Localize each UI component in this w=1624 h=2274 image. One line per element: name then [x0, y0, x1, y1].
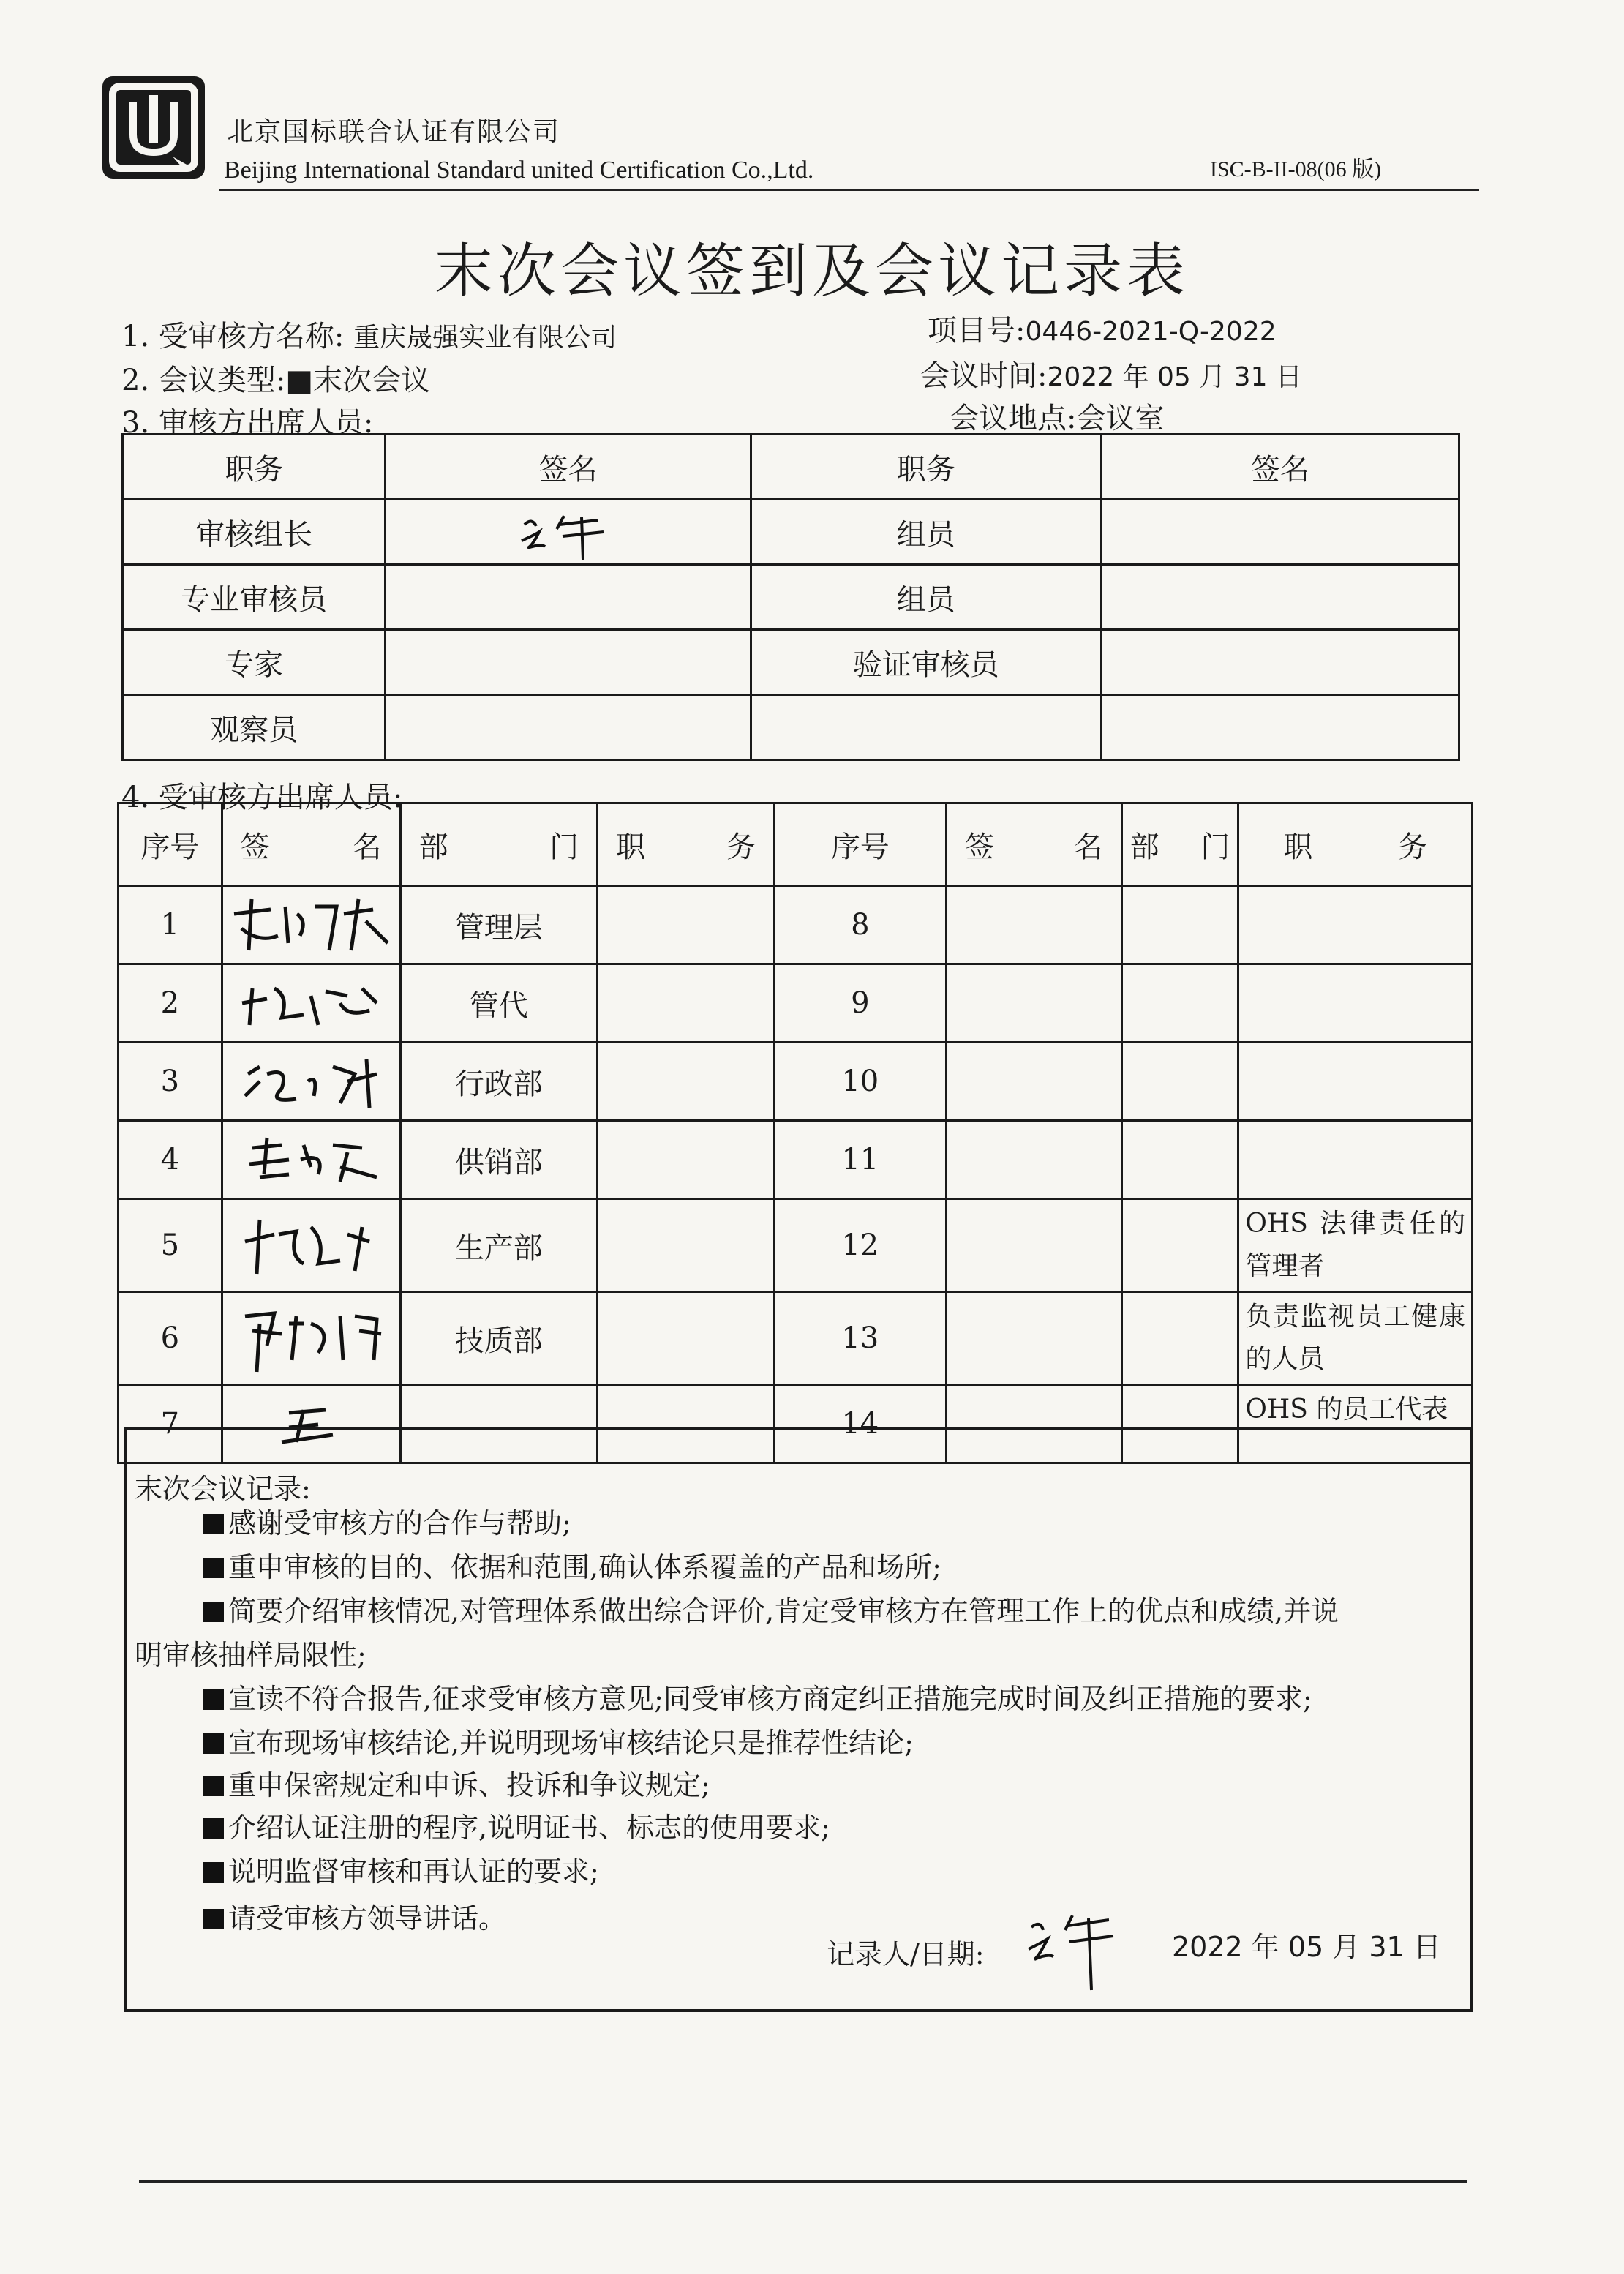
row-number: 4	[119, 1121, 222, 1199]
dept-cell: 技质部	[400, 1292, 597, 1385]
row-number-2: 14	[774, 1385, 946, 1463]
role-cell: 专家	[123, 630, 386, 695]
footer-divider	[139, 2180, 1467, 2183]
table-row	[123, 695, 1459, 760]
role-cell	[751, 695, 1101, 760]
duty-cell	[1238, 1043, 1473, 1121]
signature-cell	[386, 565, 751, 630]
signature-cell	[946, 1121, 1121, 1199]
role-cell: 专业审核员	[123, 565, 386, 630]
record-item: 重申审核的目的、依据和范围,确认体系覆盖的产品和场所;	[203, 1545, 1462, 1589]
dept-cell: 管代	[400, 964, 597, 1043]
record-item: 说明监督审核和再认证的要求;	[203, 1850, 1462, 1894]
row-number-2: 9	[774, 964, 946, 1043]
signature-cell	[222, 1199, 400, 1292]
meeting-time-line	[920, 353, 1302, 394]
record-date: 2022 年 05 月 31 日	[1172, 1931, 1441, 1963]
role-cell: 观察员	[123, 695, 386, 760]
handwritten-signature	[238, 1130, 384, 1189]
table-row	[119, 964, 1473, 1043]
signature-cell	[386, 630, 751, 695]
bullet-square-icon	[203, 1776, 224, 1796]
bullet-square-icon	[203, 1733, 224, 1754]
company-logo	[102, 76, 205, 179]
dept-cell: 生产部	[400, 1199, 597, 1292]
row-number-2: 12	[774, 1199, 946, 1292]
duty-cell	[598, 1043, 775, 1121]
record-item-continuation: 明审核抽样局限性;	[135, 1639, 366, 1671]
duty-cell	[598, 1199, 775, 1292]
form-code: ISC-B-II-08(06 版)	[1210, 157, 1382, 181]
meeting-record-title: 末次会议记录:	[135, 1473, 311, 1505]
table-row	[123, 630, 1459, 695]
duty-cell: OHS 的员工代表	[1238, 1385, 1473, 1463]
bullet-square-icon	[203, 1558, 224, 1578]
bullet-square-icon	[203, 1602, 224, 1622]
table-header-row	[123, 435, 1459, 500]
meeting-type-label: 2. 会议类型:	[121, 364, 286, 397]
column-header-no: 序号	[119, 803, 222, 886]
dept-cell: 管理层	[400, 886, 597, 964]
record-item: 宣读不符合报告,征求受审核方意见;同受审核方商定纠正措施完成时间及纠正措施的要求;	[203, 1677, 1462, 1721]
meeting-time-label: 会议时间:	[920, 359, 1048, 393]
signature-cell	[386, 695, 751, 760]
meeting-type-line	[121, 357, 430, 399]
row-number: 6	[119, 1292, 222, 1385]
row-number: 5	[119, 1199, 222, 1292]
signature-cell	[946, 964, 1121, 1043]
handwritten-signature	[238, 974, 384, 1032]
role-cell: 组员	[751, 500, 1101, 565]
column-header: 职务	[123, 435, 386, 500]
bullet-square-icon	[203, 1862, 224, 1883]
meeting-time-value: 2022 年 05 月 31 日	[1047, 362, 1302, 392]
handwritten-signature	[238, 1052, 384, 1111]
dept-cell	[1121, 1043, 1238, 1121]
record-item: 简要介绍审核情况,对管理体系做出综合评价,肯定受审核方在管理工作上的优点和成绩,并说	[203, 1589, 1462, 1633]
handwritten-signature	[510, 503, 627, 561]
recorder-signature	[1021, 1898, 1131, 1993]
dept-cell: 行政部	[400, 1043, 597, 1121]
project-number-line	[928, 307, 1277, 349]
row-number: 7	[119, 1385, 222, 1463]
role-cell: 组员	[751, 565, 1101, 630]
auditee-name-line	[121, 313, 617, 355]
duty-cell	[598, 1292, 775, 1385]
column-header: 签名	[1101, 435, 1459, 500]
signature-cell	[946, 1292, 1121, 1385]
table-row	[119, 1121, 1473, 1199]
meeting-place-label: 会议地点:	[950, 402, 1077, 435]
signature-cell	[222, 964, 400, 1043]
column-header-sign: 签 名	[222, 803, 400, 886]
dept-cell: 供销部	[400, 1121, 597, 1199]
auditee-attendance-table	[117, 802, 1473, 1464]
auditor-attendance-table	[121, 433, 1460, 761]
signature-cell	[1101, 630, 1459, 695]
row-number-2: 13	[774, 1292, 946, 1385]
page-title: 末次会议签到及会议记录表	[435, 237, 1189, 305]
duty-cell	[598, 964, 775, 1043]
record-item: 请受审核方领导讲话。	[203, 1896, 1462, 1940]
column-header-dept: 部 门	[400, 803, 597, 886]
table-row	[123, 500, 1459, 565]
meeting-place-line	[950, 395, 1164, 437]
signature-cell	[1101, 695, 1459, 760]
company-name-cn: 北京国标联合认证有限公司	[227, 117, 561, 147]
handwritten-signature	[230, 1302, 391, 1375]
signature-cell	[222, 886, 400, 964]
project-number-label: 项目号:	[928, 314, 1026, 348]
header-divider	[219, 189, 1479, 191]
column-header: 职务	[751, 435, 1101, 500]
duty-cell: OHS 法律责任的管理者	[1238, 1199, 1473, 1292]
column-header-duty: 职 务	[598, 803, 775, 886]
handwritten-signature	[238, 1212, 384, 1278]
row-number: 1	[119, 886, 222, 964]
column-header-dept-2: 部 门	[1121, 803, 1238, 886]
company-name-en: Beijing International Standard united Certification Co.,Ltd.	[224, 157, 814, 184]
record-item: 重申保密规定和申诉、投诉和争议规定;	[203, 1763, 1462, 1807]
signature-cell	[1101, 500, 1459, 565]
duty-cell	[1238, 1121, 1473, 1199]
table-row	[119, 886, 1473, 964]
dept-cell	[1121, 1199, 1238, 1292]
role-cell: 审核组长	[123, 500, 386, 565]
signature-cell	[946, 1043, 1121, 1121]
signature-cell	[946, 886, 1121, 964]
bullet-square-icon	[203, 1818, 224, 1839]
duty-cell	[1238, 964, 1473, 1043]
signature-cell	[222, 1043, 400, 1121]
project-number-value: 0446-2021-Q-2022	[1025, 317, 1277, 347]
signature-cell	[1101, 565, 1459, 630]
table-row	[119, 1292, 1473, 1385]
table-row	[119, 1043, 1473, 1121]
row-number-2: 8	[774, 886, 946, 964]
recorder-label: 记录人/日期:	[827, 1938, 985, 1970]
row-number: 3	[119, 1043, 222, 1121]
duty-cell	[598, 1121, 775, 1199]
dept-cell	[1121, 1292, 1238, 1385]
bullet-square-icon	[203, 1689, 224, 1710]
row-number: 2	[119, 964, 222, 1043]
logo-emblem-icon	[102, 76, 205, 179]
column-header-sign-2: 签 名	[946, 803, 1121, 886]
handwritten-signature	[227, 892, 395, 958]
bullet-square-icon	[203, 1514, 224, 1534]
row-number-2: 11	[774, 1121, 946, 1199]
table-row	[119, 1199, 1473, 1292]
auditee-attendees-label: 4. 受审核方出席人员:	[121, 781, 403, 814]
duty-cell	[1238, 886, 1473, 964]
meeting-type-value: ■末次会议	[285, 364, 431, 397]
duty-cell	[598, 886, 775, 964]
signature-cell	[222, 1121, 400, 1199]
record-item: 感谢受审核方的合作与帮助;	[203, 1501, 1462, 1545]
role-cell: 验证审核员	[751, 630, 1101, 695]
auditee-name-value: 重庆晟强实业有限公司	[353, 323, 617, 353]
table-row	[123, 565, 1459, 630]
signature-cell	[946, 1199, 1121, 1292]
column-header-no-2: 序号	[774, 803, 946, 886]
duty-cell: 负责监视员工健康的人员	[1238, 1292, 1473, 1385]
dept-cell	[1121, 886, 1238, 964]
dept-cell	[1121, 964, 1238, 1043]
column-header: 签名	[386, 435, 751, 500]
auditee-name-label: 1. 受审核方名称:	[121, 320, 345, 353]
auditor-attendees-label: 3. 审核方出席人员:	[121, 406, 374, 440]
column-header-duty-2: 职 务	[1238, 803, 1473, 886]
meeting-place-value: 会议室	[1076, 402, 1165, 435]
table-header-row	[119, 803, 1473, 886]
row-number-2: 10	[774, 1043, 946, 1121]
record-item: 宣布现场审核结论,并说明现场审核结论只是推荐性结论;	[203, 1721, 1462, 1765]
bullet-square-icon	[203, 1909, 224, 1929]
signature-cell	[386, 500, 751, 565]
record-item: 介绍认证注册的程序,说明证书、标志的使用要求;	[203, 1806, 1462, 1850]
signature-cell	[222, 1292, 400, 1385]
dept-cell	[1121, 1121, 1238, 1199]
